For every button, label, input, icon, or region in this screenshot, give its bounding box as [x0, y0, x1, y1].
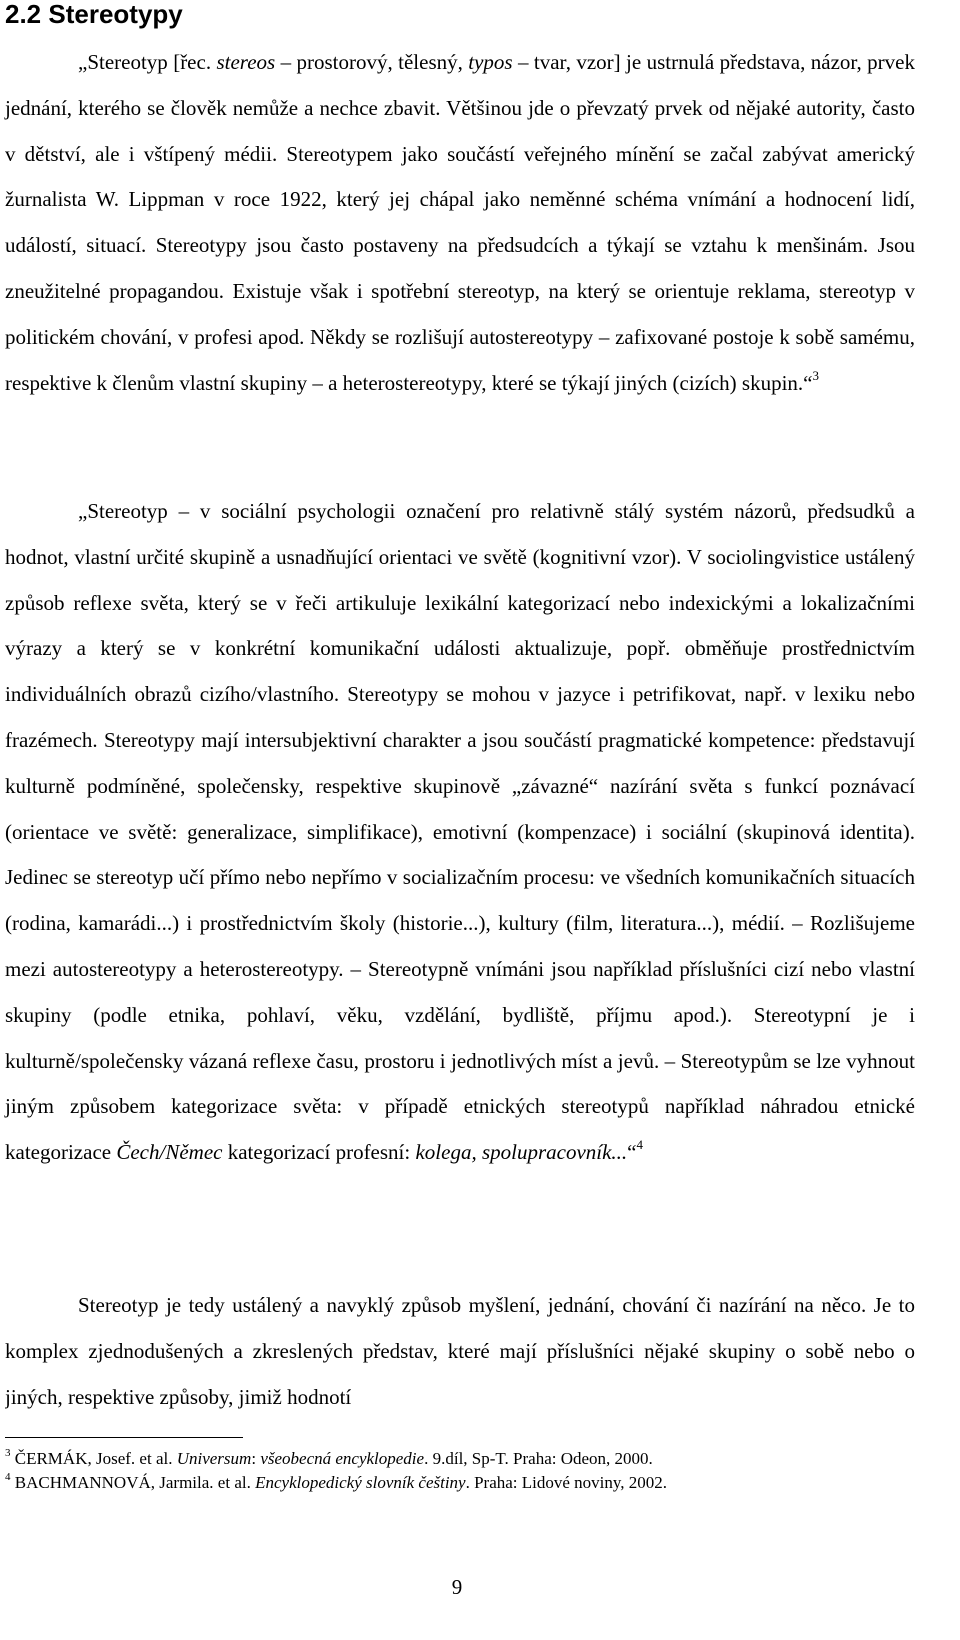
text-run: : [251, 1449, 261, 1468]
italic-text: Čech/Němec [116, 1140, 223, 1165]
footnote-reference: 3 [812, 367, 819, 383]
paragraph-2 [5, 489, 915, 1176]
page-number: 9 [451, 1575, 463, 1599]
italic-text: všeobecná encyklopedie [260, 1449, 425, 1468]
italic-text: Universum [176, 1449, 252, 1468]
paragraph-1 [5, 40, 915, 406]
paragraph-3 [5, 1283, 915, 1420]
text-run: ČERMÁK, Josef. et al. [10, 1449, 177, 1468]
footnote-text [11, 1449, 653, 1468]
text-run: BACHMANNOVÁ, Jarmila. et al. [10, 1473, 256, 1492]
footnote-4 [5, 1471, 915, 1495]
text-run: – tvar, vzor] je ustrnulá představa, názor, prvek jednání, kterého se člověk nemůže a nechce zbavit. Většinou jde o převzatý prvek od nějaké autority, často v dětství, ale i vštípený médii. Stereotypem jako součástí veřejného mínění se začal zabývat americký žurnalista W. Lippman v roce 1922, který jej chápal jako neměnné schéma vnímání a hodnocení lidí, událostí, situací. Stereotypy jsou často postaveny na předsudcích a týkají se vztahu k menšinám. Jsou zneužitelné propagandou. Existuje však i spotřební stereotyp, na který se orientuje reklama, stereotyp v politickém chování, v profesi apod. Někdy se rozlišují autostereotypy – zafixované postoje k sobě samému, respektive k členům vlastní skupiny – a heterostereotypy, které se týkají jiných (cizích) skupin.“ [5, 50, 916, 395]
footnote-3 [5, 1447, 915, 1471]
text-run: “ [627, 1140, 637, 1165]
italic-text: kolega, spolupracovník... [415, 1140, 628, 1165]
footnote-separator [5, 1437, 243, 1438]
text-run: . Praha: Lidové noviny, 2002. [465, 1473, 668, 1492]
text-run: „Stereotyp [řec. [78, 50, 217, 74]
text-run: „Stereotyp – v sociální psychologii označení pro relativně stálý systém názorů, předsudků a hodnot, vlastní určité skupině a usnadňující orientaci ve světě (kognitivní vzor). V sociolingvistice ustálený způsob reflexe světa, který se v řeči artikuluje lexikální kategorizací nebo indexickými a lokalizačními výrazy a který se v konkrétní komunikační události aktualizuje, popř. obměňuje prostřednictvím individuálních obrazů cizího/vlastního. Stereotypy se mohou v jazyce i petrifikovat, např. v lexiku nebo frazémech. Stereotypy mají intersubjektivní charakter a jsou součástí pragmatické kompetence: představují kulturně podmíněné, společensky, respektive skupinově „závazné“ nazírání světa s funkcí poznávací (orientace ve světě: generalizace, simplifikace), emotivní (kompenzace) i sociální (skupinová identita). Jedinec se stereotyp učí přímo nebo nepřímo v socializačním procesu: ve všedních komunikačních situacích (rodina, kamarádi...) i prostřednictvím školy (historie...), kultury (film, literatura...), médií. – Rozlišujeme mezi autostereotypy a heterostereotypy. – Stereotypně vnímáni jsou například příslušníci cizí nebo vlastní skupiny (podle etnika, pohlaví, věku, vzdělání, bydliště, příjmu apod.). Stereotypní je i kulturně/společensky vázaná reflexe času, prostoru i jednotlivých míst a jevů. – Stereotypům se lze vyhnout jiným způsobem kategorizace světa: v případě etnických stereotypů například náhradou etnické kategorizace [5, 499, 915, 1165]
footnote-mark: 4 [5, 1471, 11, 1484]
text-run: Stereotyp je tedy ustálený a navyklý způsob myšlení, jednání, chování či nazírání na něco. Je to komplex zjednodušených a zkreslených představ, které mají příslušníci nějaké skupiny o sobě nebo o jiných, respektive způsoby, jimiž hodnotí [5, 1293, 915, 1409]
footnote-mark: 3 [5, 1447, 11, 1460]
italic-text: stereos [216, 50, 276, 74]
text-run: kategorizací profesní: [222, 1140, 416, 1165]
section-heading: 2.2 Stereotypy [5, 0, 183, 29]
italic-text: typos [468, 50, 513, 74]
footnotes [5, 1447, 915, 1495]
text-run: . 9.díl, Sp-T. Praha: Odeon, 2000. [424, 1449, 653, 1468]
italic-text: Encyklopedický slovník češtiny [255, 1473, 466, 1492]
text-run: – prostorový, tělesný, [275, 50, 469, 74]
footnote-text [11, 1473, 668, 1492]
footnote-reference: 4 [636, 1137, 643, 1153]
